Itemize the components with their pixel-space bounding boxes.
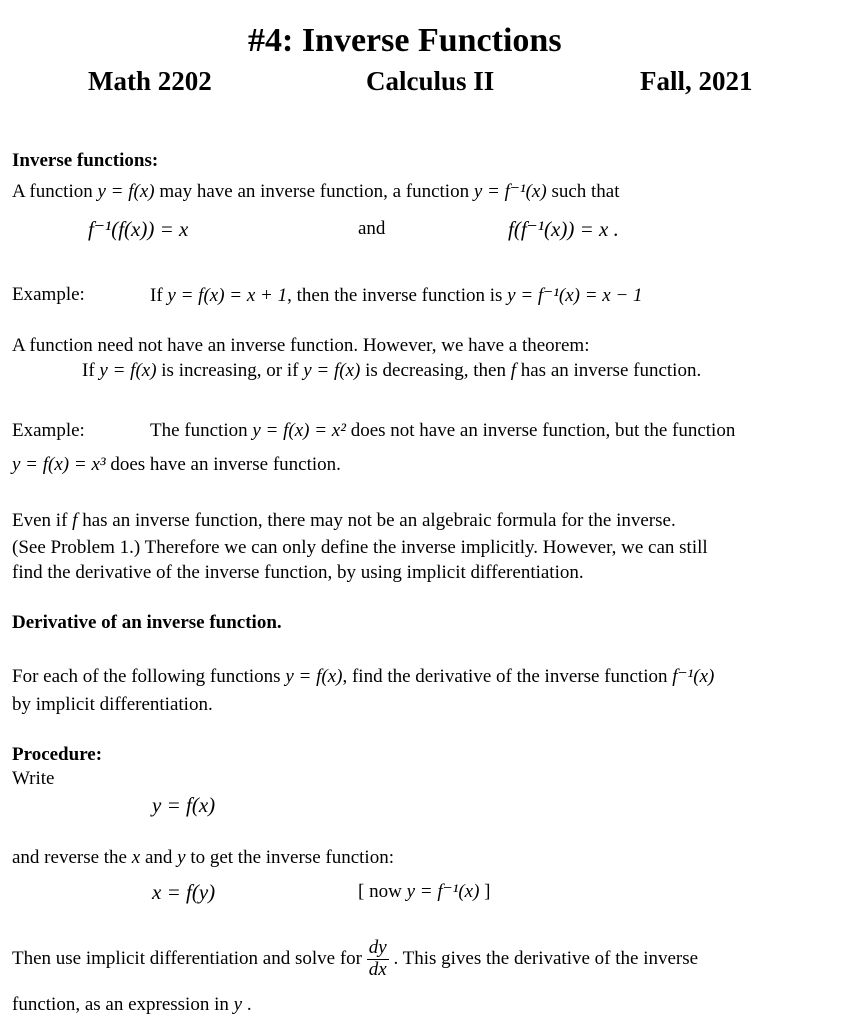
course-number: Math 2202 (88, 66, 212, 96)
math-expression: y = f⁻¹(x) (473, 181, 547, 202)
text-span: ] (484, 881, 491, 902)
identity-and: and (358, 218, 386, 239)
text-span: may have an inverse function, a function (159, 181, 470, 202)
example-1-label: Example: (12, 284, 85, 305)
example-2-label: Example: (12, 420, 85, 441)
section-heading-procedure: Procedure: (12, 744, 103, 765)
example-1-text (150, 284, 643, 307)
dy-dx-fraction (367, 938, 389, 981)
math-expression: y = f(x) (303, 360, 361, 381)
text-span: . (246, 994, 252, 1015)
math-expression: y = f⁻¹(x) = x − 1 (507, 285, 643, 306)
procedure-equation-2: x = f(y) (152, 880, 216, 904)
procedure-final-line-1 (12, 938, 698, 981)
section-heading-inverse-functions: Inverse functions: (12, 150, 159, 171)
math-expression: y (177, 847, 186, 868)
definition-line (12, 180, 620, 203)
text-span: is decreasing, then (365, 360, 506, 381)
text-span: [ now (358, 881, 402, 902)
text-span: , then the inverse function is (287, 285, 503, 306)
math-expression: y = f(x) = x² (252, 420, 346, 441)
math-expression: y = f(x) (97, 181, 155, 202)
math-expression: f (510, 360, 516, 381)
paragraph-line-2: (See Problem 1.) Therefore we can only define the inverse implicitly. However, we can still (12, 537, 708, 558)
text-span: has an inverse function. (520, 360, 702, 381)
text-span: and reverse the (12, 847, 127, 868)
text-span: For each of the following functions (12, 666, 281, 687)
example-2-line2 (12, 454, 341, 476)
procedure-equation-1: y = f(x) (152, 793, 216, 817)
math-expression: y = f(x) = x + 1 (167, 285, 288, 306)
identity-right: f(f⁻¹(x)) = x . (508, 217, 619, 241)
procedure-write: Write (12, 768, 55, 789)
text-span: and (144, 847, 173, 868)
text-span: has an inverse function, there may not be an algebraic formula for the inverse. (82, 510, 676, 531)
text-span: A function (12, 181, 93, 202)
math-expression: y = f⁻¹(x) (406, 881, 480, 902)
example-2-line1 (150, 420, 735, 442)
text-span: does not have an inverse function, but the function (350, 420, 736, 441)
procedure-equation-2-note (358, 880, 491, 903)
paragraph-line-3: find the derivative of the inverse function, by using implicit differentiation. (12, 562, 584, 583)
math-expression: y (233, 994, 243, 1015)
text-span: to get the inverse function: (190, 847, 394, 868)
text-span: does have an inverse function. (110, 454, 341, 475)
procedure-reverse-line (12, 847, 394, 869)
text-span: If (82, 360, 95, 381)
fraction-numerator: dy (368, 937, 387, 958)
math-expression: f (72, 510, 78, 531)
text-span: is increasing, or if (161, 360, 299, 381)
math-expression: y = f(x) = x³ (12, 454, 106, 475)
text-span: . This gives the derivative of the inverse (393, 947, 699, 969)
course-subject: Calculus II (366, 66, 495, 96)
text-span: Then use implicit differentiation and solve for (12, 947, 362, 969)
text-span: such that (551, 181, 620, 202)
section-heading-derivative: Derivative of an inverse function. (12, 612, 282, 633)
course-term: Fall, 2021 (640, 66, 753, 96)
paragraph-line-1 (12, 510, 676, 532)
procedure-final-line-2 (12, 994, 252, 1016)
math-expression: f⁻¹(x) (672, 666, 715, 687)
theorem-statement (82, 360, 701, 382)
math-expression: y = f(x) (285, 666, 343, 687)
text-span: Even if (12, 510, 68, 531)
identity-left: f⁻¹(f(x)) = x (88, 217, 189, 241)
fraction-denominator: dx (368, 958, 387, 980)
math-expression: y = f(x) (99, 360, 157, 381)
text-span: If (150, 285, 163, 306)
page-title: #4: Inverse Functions (248, 22, 562, 59)
text-span: , find the derivative of the inverse function (342, 666, 668, 687)
derivative-instruction-line-2: by implicit differentiation. (12, 694, 213, 715)
text-span: The function (150, 420, 248, 441)
derivative-instruction-line-1 (12, 665, 714, 688)
theorem-intro: A function need not have an inverse function. However, we have a theorem: (12, 335, 590, 356)
text-span: function, as an expression in (12, 994, 229, 1015)
math-expression: x (131, 847, 141, 868)
